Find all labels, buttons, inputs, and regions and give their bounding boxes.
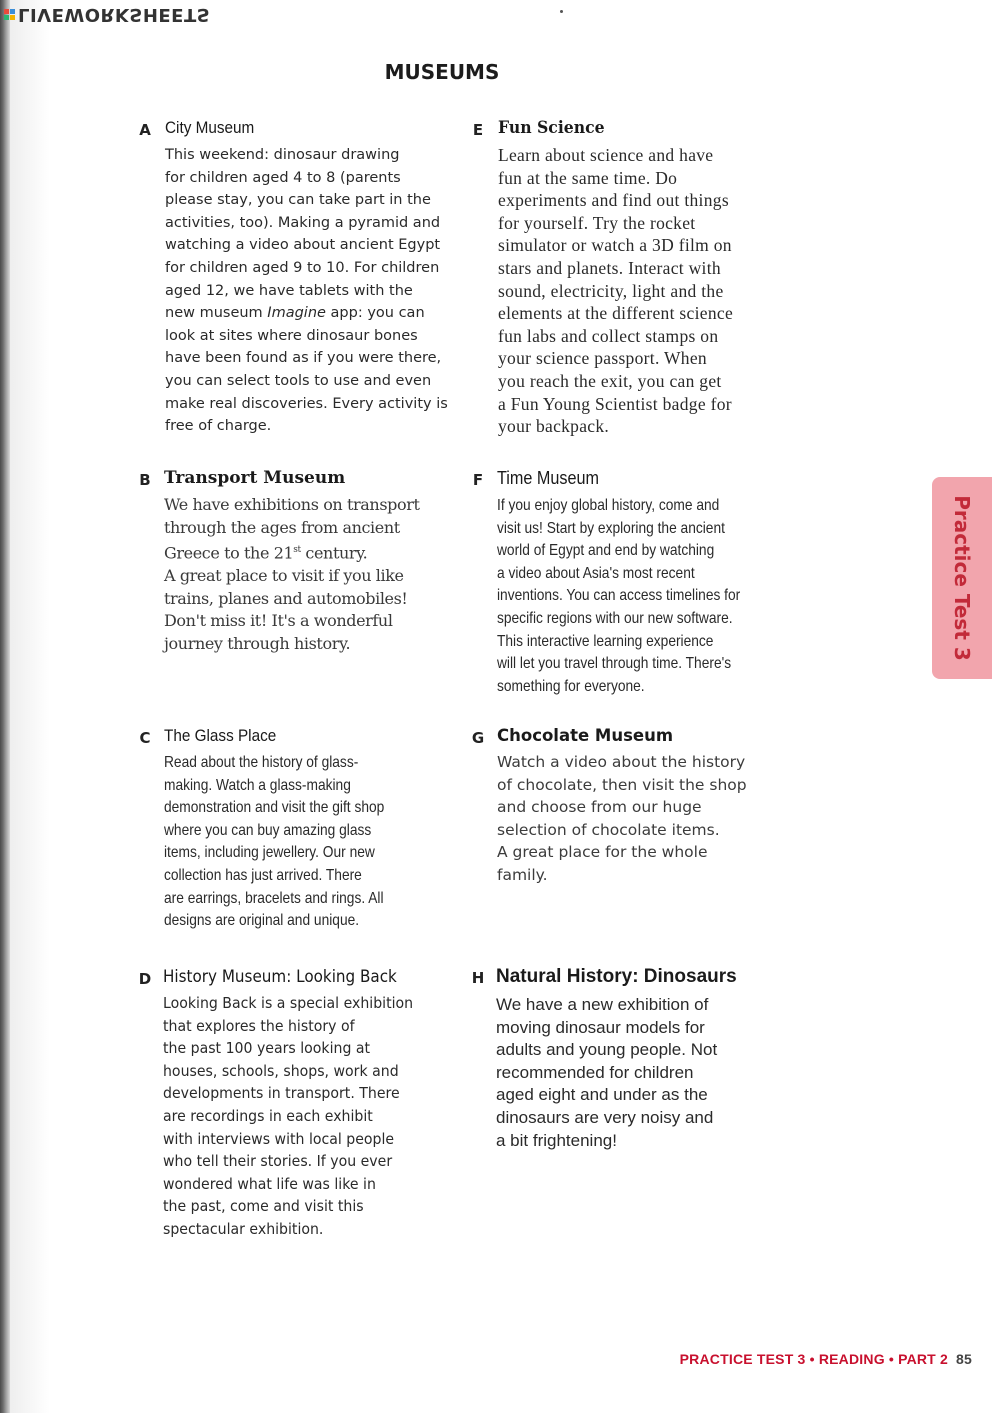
text-line: please stay, you can take part in the — [165, 192, 431, 209]
text-line: Read about the history of glass- — [164, 754, 359, 771]
text-line: This weekend: dinosaur drawing — [165, 147, 400, 163]
museum-e — [472, 118, 734, 438]
text-line: where you can buy amazing glass — [164, 821, 372, 839]
museum-c — [139, 726, 420, 933]
museum-d-name: History Museum: Looking Back — [163, 967, 397, 986]
text-line: demonstration and visit the gift shop — [164, 799, 385, 817]
text-line: stars and planets. Interact with — [498, 257, 721, 278]
text-line: journey through history. — [164, 633, 351, 653]
text-line: fun labs and collect stamps on — [498, 325, 719, 346]
item-letter-f: F — [472, 471, 484, 489]
item-letter-g: G — [471, 729, 485, 747]
text-line: If you enjoy global history, come and — [497, 497, 720, 514]
text-line: the past 100 years looking at — [163, 1039, 371, 1058]
page-gutter-shadow — [10, 0, 50, 1413]
text-line: aged 12, we have tablets with the — [165, 282, 413, 299]
text-line: your backpack. — [498, 416, 610, 437]
text-line: Learn about science and have — [498, 145, 714, 165]
footer-label: PRACTICE TEST 3 • READING • PART 2 — [679, 1351, 949, 1367]
text-line: look at sites where dinosaur bones — [165, 327, 418, 344]
text-line: A great place for the whole — [497, 843, 708, 862]
museum-b-description — [164, 494, 420, 655]
text-line: specific regions with our new software. — [497, 609, 733, 627]
museum-h-description — [496, 994, 737, 1152]
text-line: free of charge. — [165, 418, 272, 435]
text-line: experiments and find out things — [498, 190, 729, 211]
watermark-logo — [4, 4, 210, 25]
museum-g — [471, 726, 747, 887]
text-line: spectacular exhibition. — [163, 1219, 324, 1238]
item-letter-d: D — [138, 970, 152, 988]
text-line: adults and young people. Not — [496, 1040, 718, 1060]
page-number: 85 — [956, 1351, 972, 1367]
page-spine-edge — [0, 0, 10, 1413]
print-speck — [560, 10, 563, 13]
text-line: collection has just arrived. There — [164, 866, 362, 884]
museum-g-name: Chocolate Museum — [497, 726, 674, 745]
text-line: fun at the same time. Do — [498, 167, 678, 188]
section-tab — [932, 477, 992, 679]
text-line: a bit frightening! — [496, 1130, 617, 1150]
text-line: who tell their stories. If you ever — [163, 1152, 393, 1171]
museum-h — [471, 966, 737, 1152]
museum-f-name: Time Museum — [497, 468, 600, 488]
museum-d-description — [163, 992, 429, 1241]
text-line: through the ages from ancient — [164, 517, 400, 537]
item-letter-a: A — [139, 121, 151, 139]
text-line: your science passport. When — [498, 348, 707, 369]
text-line: Greece to the 21st century. — [164, 543, 368, 563]
text-line: Watch a video about the history — [497, 753, 746, 771]
section-tab-label: Practice Test 3 — [950, 495, 974, 661]
museum-b — [139, 468, 420, 655]
museum-a — [139, 118, 448, 438]
museum-b-name: Transport Museum — [164, 468, 346, 488]
museum-e-description — [498, 144, 733, 438]
text-line: visit us! Start by exploring the ancient — [497, 519, 725, 537]
text-line: that explores the history of — [163, 1016, 355, 1035]
text-line: A great place to visit if you like — [164, 566, 404, 586]
text-line: and choose from our huge — [497, 798, 702, 817]
text-line: inventions. You can access timelines for — [497, 587, 741, 605]
item-letter-e: E — [472, 121, 484, 139]
text-line: have been found as if you were there, — [165, 350, 442, 367]
museum-f — [472, 468, 780, 698]
item-letter-c: C — [139, 729, 151, 747]
text-line: for children aged 4 to 8 (parents — [165, 169, 401, 186]
text-line: you reach the exit, you can get — [498, 370, 722, 391]
text-line: Looking Back is a special exhibition — [163, 994, 414, 1012]
museum-c-name: The Glass Place — [164, 726, 277, 745]
text-line: dinosaurs are very noisy and — [496, 1107, 714, 1127]
text-line: We have a new exhibition of — [496, 995, 709, 1014]
text-line: with interviews with local people — [163, 1129, 395, 1148]
text-line: activities, too). Making a pyramid and — [165, 214, 441, 231]
museum-e-name: Fun Science — [498, 118, 605, 138]
text-line: a Fun Young Scientist badge for — [498, 393, 732, 414]
text-line: of chocolate, then visit the shop — [497, 775, 747, 794]
text-line: something for everyone. — [497, 677, 645, 695]
museum-h-name: Natural History: Dinosaurs — [496, 966, 737, 987]
text-line: family. — [497, 865, 548, 884]
text-line: sound, electricity, light and the — [498, 280, 724, 301]
text-line: recommended for children — [496, 1062, 694, 1082]
text-line: you can select tools to use and even — [165, 372, 432, 389]
text-line: world of Egypt and end by watching — [497, 542, 715, 560]
text-line: aged eight and under as the — [496, 1085, 708, 1105]
text-line: designs are original and unique. — [164, 912, 360, 930]
text-line: items, including jewellery. Our new — [164, 844, 375, 862]
museum-g-description — [497, 751, 747, 887]
text-line: trains, planes and automobiles! — [164, 588, 408, 608]
item-letter-h: H — [471, 969, 485, 987]
text-line: for children aged 9 to 10. For children — [165, 259, 440, 276]
text-line: a video about Asia's most recent — [497, 564, 695, 582]
page-title: MUSEUMS — [384, 60, 500, 84]
text-line: are recordings in each exhibit — [163, 1106, 373, 1125]
text-line: selection of chocolate items. — [497, 820, 720, 839]
text-line: elements at the different science — [498, 303, 734, 324]
museum-a-description — [165, 144, 448, 438]
item-letter-b: B — [139, 471, 151, 489]
text-line: will let you travel through time. There's — [497, 655, 732, 673]
text-line: watching a video about ancient Egypt — [165, 237, 441, 254]
text-line: houses, schools, shops, work and — [163, 1061, 399, 1080]
text-line: moving dinosaur models for — [496, 1017, 705, 1037]
watermark-text: LIVEWORKSHEETS — [18, 4, 211, 25]
text-line: developments in transport. There — [163, 1084, 400, 1103]
text-line: simulator or watch a 3D film on — [498, 235, 732, 256]
museum-c-description — [164, 752, 420, 933]
text-line: making. Watch a glass-making — [164, 776, 351, 794]
museum-a-name: City Museum — [165, 118, 255, 137]
text-line: Don't miss it! It's a wonderful — [164, 611, 393, 631]
museum-d — [138, 967, 429, 1241]
text-line: This interactive learning experience — [497, 632, 714, 650]
museum-f-description — [497, 495, 780, 698]
text-line: We have exhibitions on transport — [164, 495, 420, 514]
text-line: make real discoveries. Every activity is — [165, 395, 448, 412]
text-line: the past, come and visit this — [163, 1197, 364, 1216]
logo-mark-icon — [4, 9, 15, 20]
text-line: are earrings, bracelets and rings. All — [164, 889, 384, 907]
page-footer — [680, 1351, 972, 1367]
text-line: wondered what life was like in — [163, 1174, 376, 1193]
text-line: for yourself. Try the rocket — [498, 212, 696, 233]
text-line: new museum Imagine app: you can — [165, 305, 425, 322]
